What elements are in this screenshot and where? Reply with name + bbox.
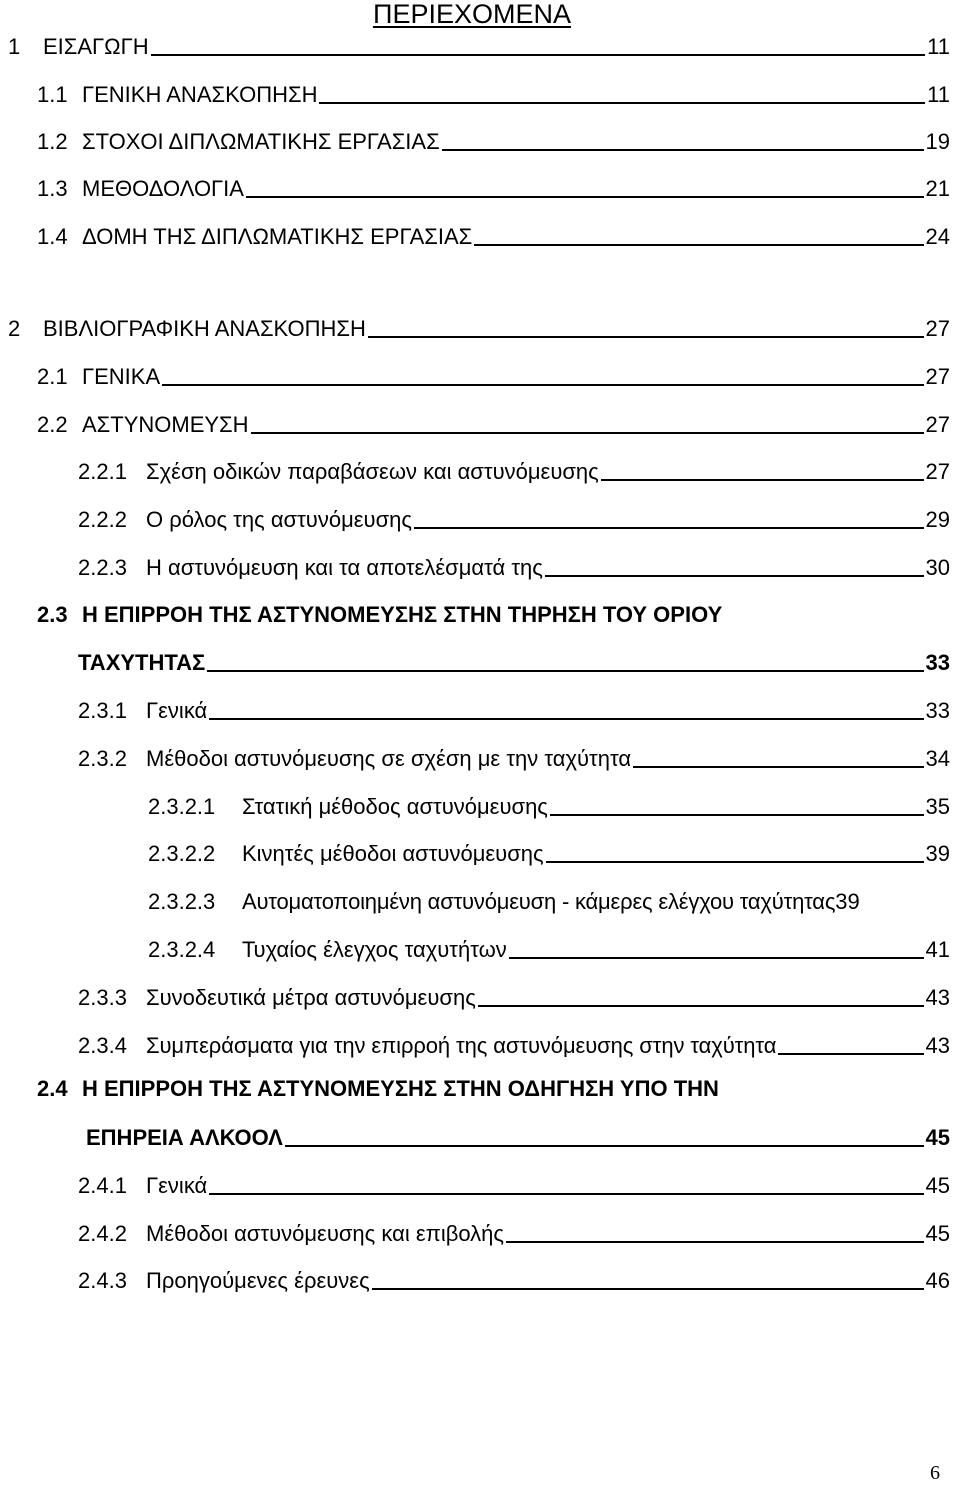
toc-entry-number: 2.3.2.2 (148, 841, 216, 866)
toc-entry-2-3-2[interactable] (78, 742, 950, 772)
toc-entry-number: 1.2 (37, 129, 68, 154)
toc-entry-page: 41 (925, 937, 950, 962)
toc-leader-line (601, 479, 924, 481)
toc-leader-line (151, 54, 926, 56)
toc-entry-2-4-3[interactable] (78, 1264, 950, 1294)
toc-entry-title: Στατική μέθοδος αστυνόμευσης (242, 794, 548, 819)
toc-entry-2-3[interactable] (78, 646, 950, 676)
toc-entry-number: 2.3.2.4 (148, 937, 216, 962)
toc-entry-2-4-first-line[interactable] (37, 1076, 719, 1102)
toc-entry-2-1[interactable] (37, 360, 950, 390)
toc-leader-line (633, 766, 923, 768)
toc-entry-title-continuation: ΕΠΗΡΕΙΑ ΑΛΚΟΟΛ (86, 1125, 283, 1150)
toc-entry-title: Ο ρόλος της αστυνόμευσης (146, 507, 412, 532)
toc-entry-page: 11 (927, 82, 950, 107)
toc-entry-number: 1.4 (37, 224, 68, 249)
toc-entry-number: 2.3.1 (78, 698, 127, 723)
toc-entry-2-2-1[interactable] (78, 455, 950, 485)
toc-entry-page: 39 (925, 841, 950, 866)
toc-entry-1-4[interactable] (37, 220, 950, 250)
toc-entry-title: ΒΙΒΛΙΟΓΡΑΦΙΚΗ ΑΝΑΣΚΟΠΗΣΗ (43, 316, 366, 341)
toc-entry-number: 2.2.3 (78, 555, 127, 580)
toc-entry-2-4[interactable] (86, 1121, 950, 1151)
toc-leader-line (550, 814, 924, 816)
toc-leader-line (207, 670, 923, 672)
toc-leader-line (545, 575, 924, 577)
toc-entry-number: 2.3 (37, 602, 68, 627)
toc-entry-title: Προηγούμενες έρευνες (146, 1268, 370, 1293)
toc-entry-page: 43 (925, 1033, 950, 1058)
toc-entry-page: 27 (925, 364, 950, 389)
toc-leader-line (246, 196, 924, 198)
toc-entry-2-4-1[interactable] (78, 1169, 950, 1199)
toc-entry-number: 2.3.3 (78, 985, 127, 1010)
toc-title: ΠΕΡΙΕΧΟΜΕΝΑ (372, 0, 572, 29)
toc-entry-number: 2.4.3 (78, 1268, 127, 1293)
toc-entry-2-3-first-line[interactable] (37, 602, 722, 628)
toc-entry-title: ΕΙΣΑΓΩΓΗ (43, 34, 149, 59)
toc-entry-title: Η ΕΠΙΡΡΟΗ ΤΗΣ ΑΣΤΥΝΟΜΕΥΣΗΣ ΣΤΗΝ ΤΗΡΗΣΗ ΤΟΥ ΟΡΙΟΥ (82, 602, 723, 627)
toc-entry-title-continuation: ΤΑΧΥΤΗΤΑΣ (78, 650, 206, 675)
toc-entry-2-3-1[interactable] (78, 694, 950, 724)
toc-entry-number: 1.1 (37, 82, 68, 107)
toc-entry-2-2[interactable] (37, 408, 950, 438)
toc-leader-line (372, 1288, 924, 1290)
toc-entry-page: 45 (925, 1173, 950, 1198)
toc-leader-line (778, 1053, 923, 1055)
toc-entry-page: 45 (925, 1125, 950, 1150)
toc-entry-2-3-2-4[interactable] (148, 933, 950, 963)
toc-entry-2-3-2-1[interactable] (148, 790, 950, 820)
toc-leader-line (285, 1145, 924, 1147)
toc-entry-number: 2.4 (37, 1076, 68, 1101)
toc-entry-title: Κινητές μέθοδοι αστυνόμευσης (242, 841, 544, 866)
toc-entry-2-4-2[interactable] (78, 1217, 950, 1247)
toc-entry-page: 34 (925, 746, 950, 771)
toc-leader-line (478, 1005, 924, 1007)
toc-entry-number: 2.2 (37, 412, 68, 437)
toc-entry-number: 2.3.2.3 (148, 889, 216, 914)
toc-leader-line (162, 384, 923, 386)
toc-entry-1[interactable] (8, 30, 950, 60)
toc-entry-page: 21 (925, 176, 950, 201)
toc-entry-2-2-3[interactable] (78, 551, 950, 581)
toc-entry-1-3[interactable] (37, 172, 950, 202)
toc-entry-title: ΓΕΝΙΚΑ (82, 364, 161, 389)
toc-entry-number: 2.2.1 (78, 459, 127, 484)
toc-entry-title: Τυχαίος έλεγχος ταχυτήτων (242, 937, 507, 962)
toc-leader-line (209, 1193, 923, 1195)
toc-entry-number: 2.3.4 (78, 1033, 127, 1058)
toc-entry-title: Αυτοματοποιημένη αστυνόμευση - κάμερες ελέγχου ταχύτητας (242, 889, 836, 914)
toc-entry-number: 2.2.2 (78, 507, 127, 532)
toc-entry-1-2[interactable] (37, 125, 950, 155)
toc-leader-line (546, 861, 924, 863)
toc-entry-title: Η ΕΠΙΡΡΟΗ ΤΗΣ ΑΣΤΥΝΟΜΕΥΣΗΣ ΣΤΗΝ ΟΔΗΓΗΣΗ ΥΠΟ ΤΗΝ (82, 1076, 719, 1101)
toc-leader-line (209, 718, 923, 720)
toc-entry-page: 39 (835, 889, 860, 914)
toc-leader-line (251, 432, 924, 434)
toc-entry-2-2-2[interactable] (78, 503, 950, 533)
toc-leader-line (509, 957, 924, 959)
toc-entry-page: 24 (925, 224, 950, 249)
toc-entry-page: 45 (925, 1221, 950, 1246)
toc-entry-number: 2 (8, 316, 21, 341)
toc-entry-number: 2.3.2.1 (148, 794, 216, 819)
toc-entry-page: 29 (925, 507, 950, 532)
toc-entry-title: Μέθοδοι αστυνόμευσης σε σχέση με την ταχύτητα (146, 746, 632, 771)
toc-leader-line (442, 149, 924, 151)
toc-entry-title: Σχέση οδικών παραβάσεων και αστυνόμευσης (146, 459, 599, 484)
toc-leader-line (506, 1241, 924, 1243)
toc-entry-2-3-2-3[interactable] (148, 885, 956, 915)
toc-entry-2-3-3[interactable] (78, 981, 950, 1011)
toc-entry-number: 1 (8, 34, 21, 59)
toc-entry-page: 35 (925, 794, 950, 819)
toc-leader-line (414, 527, 924, 529)
toc-entry-title: ΑΣΤΥΝΟΜΕΥΣΗ (82, 412, 249, 437)
toc-entry-title: Συνοδευτικά μέτρα αστυνόμευσης (146, 985, 476, 1010)
toc-entry-1-1[interactable] (37, 78, 950, 108)
toc-entry-number: 2.3.2 (78, 746, 127, 771)
toc-entry-page: 11 (927, 34, 950, 59)
page-number: 6 (930, 1462, 940, 1484)
toc-entry-title: ΓΕΝΙΚΗ ΑΝΑΣΚΟΠΗΣΗ (82, 82, 318, 107)
toc-entry-title: Η αστυνόμευση και τα αποτελέσματά της (146, 555, 543, 580)
toc-entry-2-3-2-2[interactable] (148, 837, 950, 867)
toc-entry-2-3-4[interactable] (78, 1029, 950, 1059)
toc-entry-title: Γενικά (146, 698, 208, 723)
toc-entry-number: 2.4.2 (78, 1221, 127, 1246)
toc-entry-page: 27 (925, 459, 950, 484)
toc-entry-page: 27 (925, 316, 950, 341)
toc-entry-page: 27 (925, 412, 950, 437)
toc-entry-page: 33 (925, 650, 950, 675)
toc-entry-page: 46 (925, 1268, 950, 1293)
toc-entry-page: 33 (925, 698, 950, 723)
toc-entry-number: 2.4.1 (78, 1173, 127, 1198)
toc-entry-page: 19 (925, 129, 950, 154)
toc-entry-title: Μέθοδοι αστυνόμευσης και επιβολής (146, 1221, 505, 1246)
toc-leader-line (319, 102, 925, 104)
toc-entry-page: 30 (925, 555, 950, 580)
toc-entry-title: ΜΕΘΟΔΟΛΟΓΙΑ (82, 176, 244, 201)
toc-entry-number: 2.1 (37, 364, 68, 389)
toc-entry-title: ΔΟΜΗ ΤΗΣ ΔΙΠΛΩΜΑΤΙΚΗΣ ΕΡΓΑΣΙΑΣ (82, 224, 473, 249)
toc-entry-title: Συμπεράσματα για την επιρροή της αστυνόμευσης στην ταχύτητα (146, 1033, 777, 1058)
toc-entry-title: ΣΤΟΧΟΙ ΔΙΠΛΩΜΑΤΙΚΗΣ ΕΡΓΑΣΙΑΣ (82, 129, 440, 154)
toc-entry-number: 1.3 (37, 176, 68, 201)
toc-entry-page: 43 (925, 985, 950, 1010)
toc-leader-line (368, 336, 924, 338)
toc-leader-line (474, 244, 923, 246)
toc-entry-2[interactable] (8, 312, 950, 342)
toc-entry-title: Γενικά (146, 1173, 208, 1198)
